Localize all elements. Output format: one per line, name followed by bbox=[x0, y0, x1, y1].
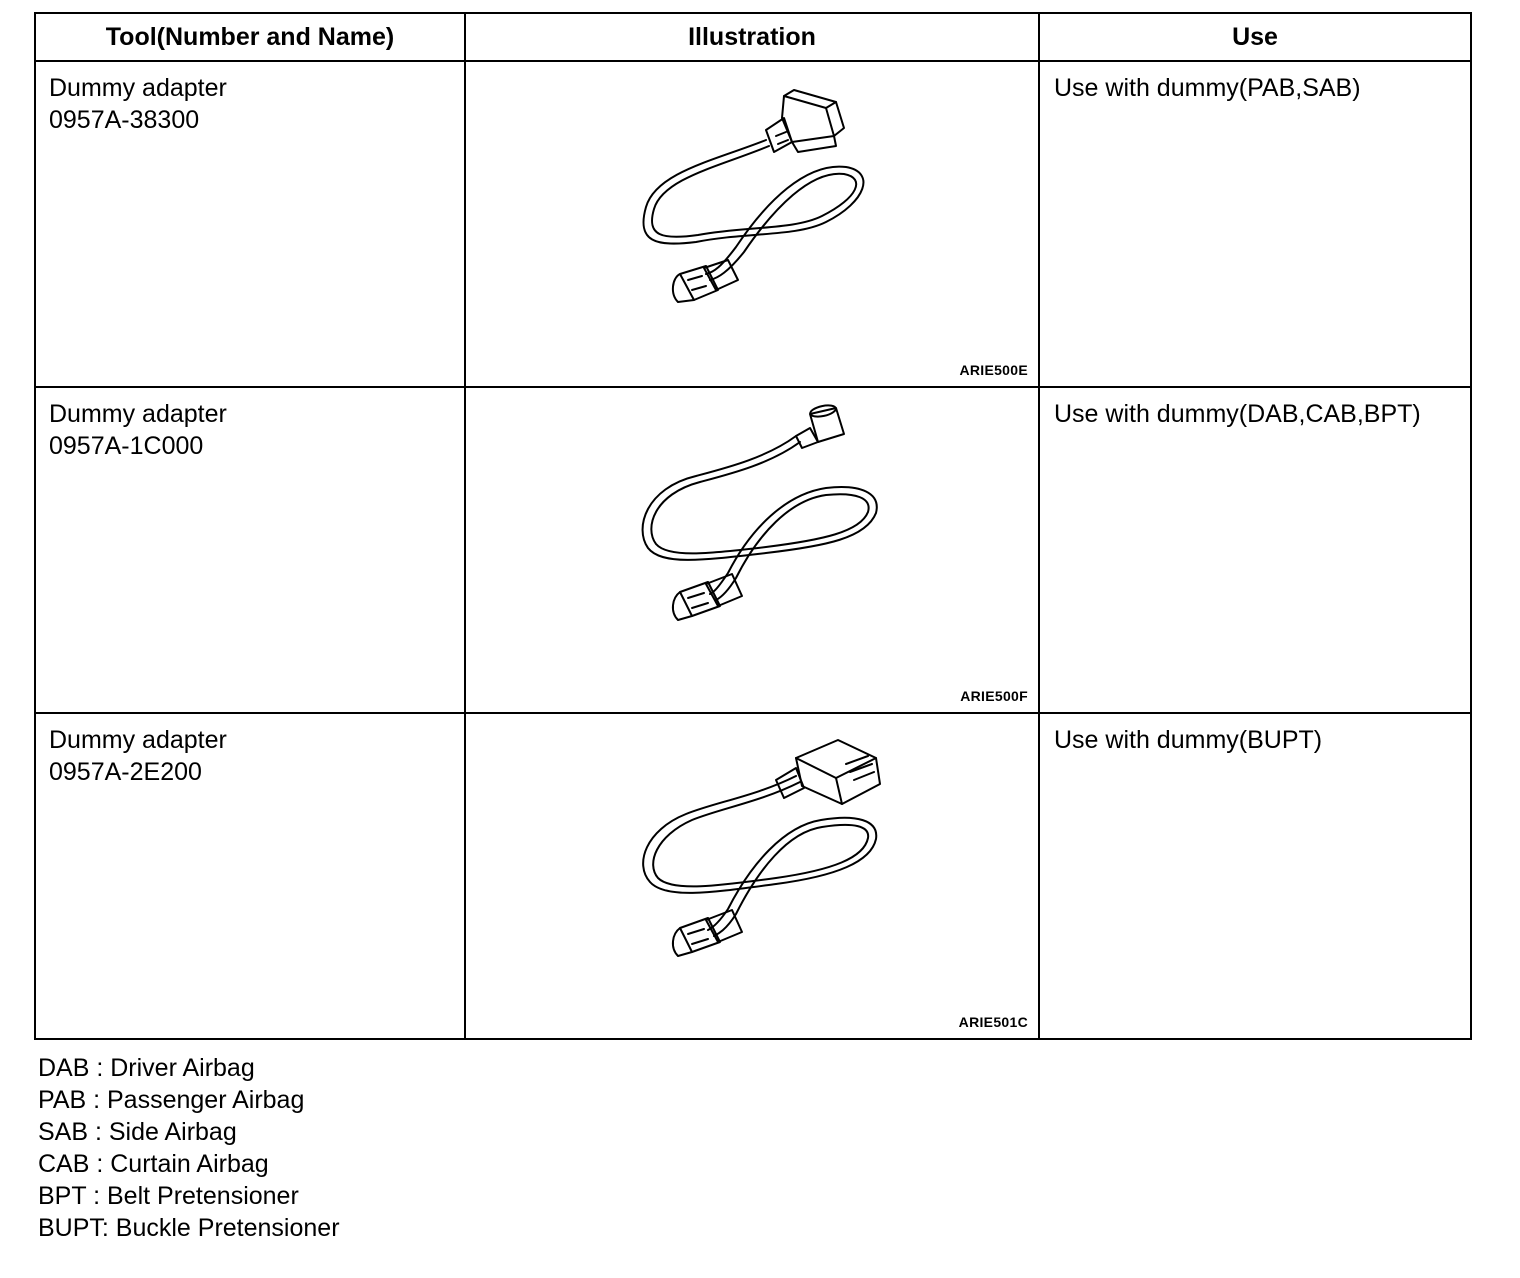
legend-item: PAB : Passenger Airbag bbox=[38, 1086, 305, 1114]
tool-cell bbox=[35, 61, 465, 387]
header-tool: Tool(Number and Name) bbox=[35, 13, 465, 61]
use-cell: Use with dummy(DAB,CAB,BPT) bbox=[1039, 387, 1471, 713]
legend-item: BPT : Belt Pretensioner bbox=[38, 1182, 299, 1210]
tool-cell bbox=[35, 713, 465, 1039]
tool-number: 0957A-1C000 bbox=[49, 432, 204, 460]
table-row bbox=[35, 713, 1471, 1039]
abbreviation-legend bbox=[38, 1052, 340, 1244]
rectangular-connector-icon bbox=[466, 62, 1040, 376]
table-row bbox=[35, 387, 1471, 713]
tool-name: Dummy adapter bbox=[49, 74, 227, 102]
illustration-cell bbox=[465, 61, 1039, 387]
use-cell: Use with dummy(BUPT) bbox=[1039, 713, 1471, 1039]
legend-item: SAB : Side Airbag bbox=[38, 1118, 237, 1146]
illustration-cell bbox=[465, 387, 1039, 713]
tool-name: Dummy adapter bbox=[49, 726, 227, 754]
large-rectangular-connector-icon bbox=[466, 714, 1040, 1028]
tool-number: 0957A-38300 bbox=[49, 106, 200, 134]
legend-item: BUPT: Buckle Pretensioner bbox=[38, 1214, 340, 1242]
table-row bbox=[35, 61, 1471, 387]
header-use: Use bbox=[1039, 13, 1471, 61]
legend-item: CAB : Curtain Airbag bbox=[38, 1150, 269, 1178]
cylindrical-connector-icon bbox=[466, 388, 1040, 702]
figure-code: ARIE500F bbox=[960, 688, 1028, 704]
tool-cell bbox=[35, 387, 465, 713]
legend-item: DAB : Driver Airbag bbox=[38, 1054, 255, 1082]
use-cell: Use with dummy(PAB,SAB) bbox=[1039, 61, 1471, 387]
special-tool-table bbox=[34, 12, 1472, 1040]
illustration-cell bbox=[465, 713, 1039, 1039]
figure-code: ARIE501C bbox=[958, 1014, 1028, 1030]
tool-name: Dummy adapter bbox=[49, 400, 227, 428]
figure-code: ARIE500E bbox=[959, 362, 1028, 378]
table-header-row bbox=[35, 13, 1471, 61]
tool-number: 0957A-2E200 bbox=[49, 758, 202, 786]
header-illustration: Illustration bbox=[465, 13, 1039, 61]
